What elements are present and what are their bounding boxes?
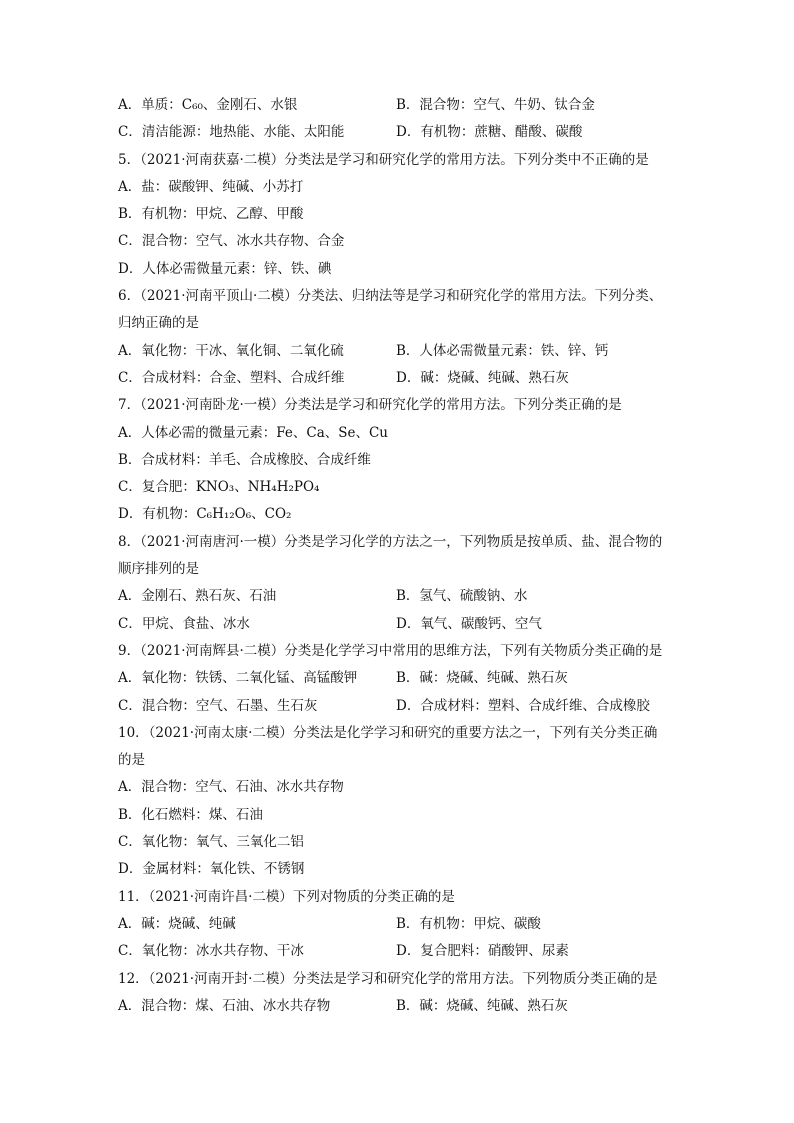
line-text: A．氧化物：干冰、氧化铜、二氧化硫 [118, 342, 344, 359]
option-right: B．有机物：甲烷、碳酸 [396, 915, 541, 932]
line-text: B．有机物：甲烷、乙醇、甲酸 [118, 206, 304, 223]
line-text: D．人体必需微量元素：锌、铁、碘 [118, 260, 332, 277]
text-line [118, 993, 678, 1020]
line-text: C．复合肥：KNO₃、NH₄H₂PO₄ [118, 479, 320, 496]
text-line [118, 966, 678, 993]
document-page [118, 92, 678, 1020]
line-text: 12．（2021·河南开封·二模）分类法是学习和研究化学的常用方法。下列物质分类正确的是 [118, 970, 658, 987]
text-line [118, 802, 678, 829]
line-text: A．单质：C₆₀、金刚石、水银 [118, 97, 298, 113]
text-line [118, 256, 678, 283]
text-line [118, 665, 678, 692]
option-right: B．碱：烧碱、纯碱、熟石灰 [396, 997, 568, 1014]
line-text: C．氧化物：冰水共存物、干冰 [118, 943, 304, 960]
line-text: A．人体必需的微量元素：Fe、Ca、Se、Cu [118, 424, 389, 441]
line-text: 8．（2021·河南唐河·一模）分类是学习化学的方法之一，下列物质是按单质、盐、混合物的 [118, 533, 663, 550]
text-line [118, 856, 678, 883]
text-line [118, 583, 678, 610]
text-line [118, 720, 678, 747]
option-right: D．复合肥料：硝酸钾、尿素 [396, 943, 569, 960]
text-line [118, 638, 678, 665]
line-text: 11．（2021·河南许昌·二模）下列对物质的分类正确的是 [118, 888, 455, 905]
text-line [118, 501, 678, 528]
text-line [118, 365, 678, 392]
text-line [118, 829, 678, 856]
text-line [118, 747, 678, 774]
line-text: 的是 [118, 752, 145, 769]
line-text: C．氧化物：氧气、三氧化二铝 [118, 834, 304, 851]
line-text: 归纳正确的是 [118, 315, 199, 332]
text-line [118, 228, 678, 255]
option-right: B．人体必需微量元素：铁、锌、钙 [396, 342, 609, 359]
line-text: C．甲烷、食盐、冰水 [118, 615, 250, 632]
line-text: A．金刚石、熟石灰、石油 [118, 588, 277, 605]
line-text: D．有机物：C₆H₁₂O₆、CO₂ [118, 506, 292, 523]
option-right: B．碱：烧碱、纯碱、熟石灰 [396, 670, 568, 687]
text-line [118, 474, 678, 501]
line-text: C．合成材料：合金、塑料、合成纤维 [118, 369, 345, 386]
option-right: B．混合物：空气、牛奶、钛合金 [396, 97, 595, 113]
line-text: A．碱：烧碱、纯碱 [118, 915, 236, 932]
line-text: C．清洁能源：地热能、水能、太阳能 [118, 124, 345, 141]
line-text: C．混合物：空气、冰水共存物、合金 [118, 233, 345, 250]
line-text: C．混合物：空气、石墨、生石灰 [118, 697, 318, 714]
text-line [118, 310, 678, 337]
line-text: A．混合物：煤、石油、冰水共存物 [118, 997, 331, 1014]
line-text: 5．（2021·河南获嘉·二模）分类法是学习和研究化学的常用方法。下列分类中不正确的是 [118, 151, 649, 168]
option-right: D．碱：烧碱、纯碱、熟石灰 [396, 369, 569, 386]
option-right: D．氧气、碳酸钙、空气 [396, 615, 542, 632]
line-text: B．化石燃料：煤、石油 [118, 806, 263, 823]
text-line [118, 774, 678, 801]
text-line [118, 201, 678, 228]
option-right: D．有机物：蔗糖、醋酸、碳酸 [396, 124, 583, 141]
text-line [118, 556, 678, 583]
line-text: A．混合物：空气、石油、冰水共存物 [118, 779, 344, 796]
line-text: D．金属材料：氧化铁、不锈钢 [118, 861, 305, 878]
text-line [118, 174, 678, 201]
text-line [118, 911, 678, 938]
line-text: 7．（2021·河南卧龙·一模）分类法是学习和研究化学的常用方法。下列分类正确的是 [118, 397, 622, 414]
line-text: 6．（2021·河南平顶山·二模）分类法、归纳法等是学习和研究化学的常用方法。下列分类、 [118, 288, 663, 305]
line-text: A．氧化物：铁锈、二氧化锰、高锰酸钾 [118, 670, 358, 687]
text-line [118, 420, 678, 447]
text-line [118, 611, 678, 638]
line-text: A．盐：碳酸钾、纯碱、小苏打 [118, 178, 304, 195]
text-line [118, 884, 678, 911]
option-right: B．氢气、硫酸钠、水 [396, 588, 528, 605]
text-line [118, 938, 678, 965]
text-line [118, 392, 678, 419]
line-text: 9．（2021·河南辉县·二模）分类是化学学习中常用的思维方法，下列有关物质分类正确的是 [118, 642, 663, 659]
option-right: D．合成材料：塑料、合成纤维、合成橡胶 [396, 697, 650, 714]
text-line [118, 447, 678, 474]
line-text: B．合成材料：羊毛、合成橡胶、合成纤维 [118, 451, 371, 468]
text-line [118, 693, 678, 720]
text-line [118, 119, 678, 146]
text-line [118, 283, 678, 310]
text-line [118, 92, 678, 119]
line-text: 10．（2021·河南太康·二模）分类法是化学学习和研究的重要方法之一，下列有关分类正确 [118, 724, 658, 741]
line-text: 顺序排列的是 [118, 561, 199, 578]
text-line [118, 529, 678, 556]
text-line [118, 147, 678, 174]
text-line [118, 338, 678, 365]
